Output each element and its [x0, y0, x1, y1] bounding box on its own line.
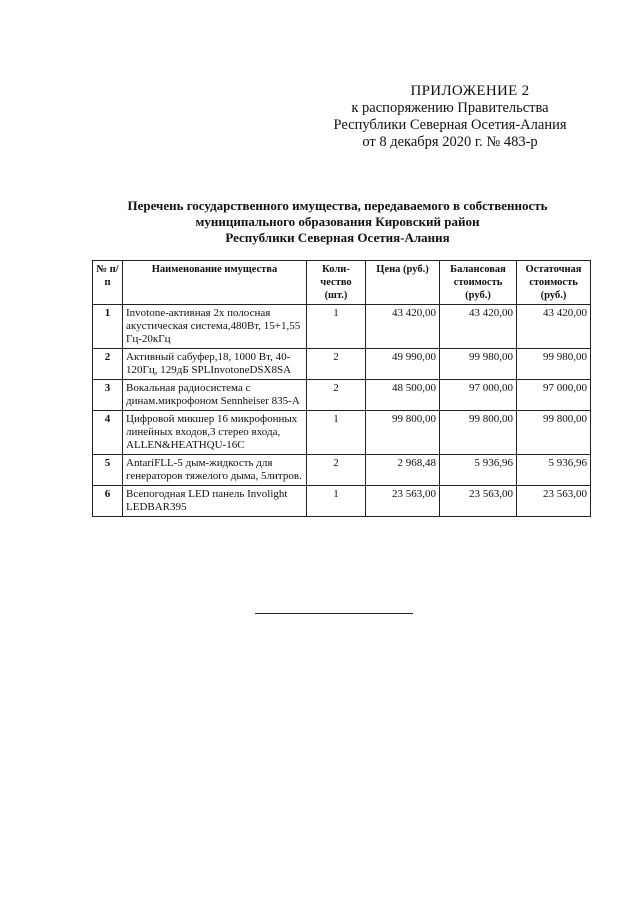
cell-qty: 1: [307, 411, 366, 455]
header-price: Цена (руб.): [366, 261, 440, 305]
table-row: [93, 380, 591, 411]
cell-num: 4: [93, 411, 123, 455]
cell-price: 23 563,00: [366, 486, 440, 517]
table-row: [93, 305, 591, 349]
header-balance: Балансовая стоимость (руб.): [440, 261, 517, 305]
cell-balance: 5 936,96: [440, 455, 517, 486]
header-qty: Коли- чество (шт.): [307, 261, 366, 305]
closing-divider-line: [255, 613, 413, 614]
title-line-3: Республики Северная Осетия-Алания: [225, 230, 450, 245]
cell-name: Invotone-активная 2х полосная акустическая система,480Вт, 15+1,55 Гц-20кГц: [123, 305, 307, 349]
cell-residual: 99 980,00: [517, 349, 591, 380]
appendix-line-order: к распоряжению Правительства: [351, 100, 549, 116]
header-num: № п/п: [93, 261, 123, 305]
cell-balance: 99 800,00: [440, 411, 517, 455]
header-name: Наименование имущества: [123, 261, 307, 305]
cell-qty: 1: [307, 305, 366, 349]
cell-name: Активный сабуфер,18, 1000 Вт, 40-120Гц, 129дБ SPLInvotoneDSX8SA: [123, 349, 307, 380]
cell-num: 2: [93, 349, 123, 380]
document-title: [90, 198, 585, 246]
cell-residual: 97 000,00: [517, 380, 591, 411]
appendix-line-date: от 8 декабря 2020 г. № 483-р: [362, 134, 538, 150]
cell-price: 49 990,00: [366, 349, 440, 380]
cell-balance: 23 563,00: [440, 486, 517, 517]
cell-price: 43 420,00: [366, 305, 440, 349]
title-line-1: Перечень государственного имущества, передаваемого в собственность: [127, 198, 548, 213]
cell-residual: 99 800,00: [517, 411, 591, 455]
cell-num: 3: [93, 380, 123, 411]
cell-qty: 2: [307, 455, 366, 486]
cell-num: 5: [93, 455, 123, 486]
cell-price: 99 800,00: [366, 411, 440, 455]
appendix-line-republic: Республики Северная Осетия-Алания: [333, 117, 567, 133]
table-row: [93, 349, 591, 380]
title-line-2: муниципального образования Кировский район: [195, 214, 480, 229]
cell-balance: 97 000,00: [440, 380, 517, 411]
table-row: [93, 486, 591, 517]
header-residual: Остаточная стоимость (руб.): [517, 261, 591, 305]
cell-balance: 43 420,00: [440, 305, 517, 349]
table-row: [93, 411, 591, 455]
table-row: [93, 455, 591, 486]
cell-name: Всепогодная LED панель Involight LEDBAR395: [123, 486, 307, 517]
cell-price: 2 968,48: [366, 455, 440, 486]
cell-qty: 2: [307, 349, 366, 380]
cell-num: 6: [93, 486, 123, 517]
table-header-row: [93, 261, 591, 305]
appendix-heading: ПРИЛОЖЕНИЕ 2: [410, 83, 530, 99]
cell-residual: 43 420,00: [517, 305, 591, 349]
appendix-block: [300, 83, 600, 151]
cell-num: 1: [93, 305, 123, 349]
cell-qty: 1: [307, 486, 366, 517]
cell-qty: 2: [307, 380, 366, 411]
cell-balance: 99 980,00: [440, 349, 517, 380]
cell-price: 48 500,00: [366, 380, 440, 411]
cell-name: Цифровой микшер 16 микрофонных линейных входов,3 стерео входа, ALLEN&HEATHQU-16C: [123, 411, 307, 455]
property-table: [92, 260, 591, 517]
cell-residual: 5 936,96: [517, 455, 591, 486]
cell-residual: 23 563,00: [517, 486, 591, 517]
cell-name: Вокальная радиосистема с динам.микрофоном Sennheiser 835-A: [123, 380, 307, 411]
cell-name: AntariFLL-5 дым-жидкость для генераторов тяжелого дыма, 5литров.: [123, 455, 307, 486]
